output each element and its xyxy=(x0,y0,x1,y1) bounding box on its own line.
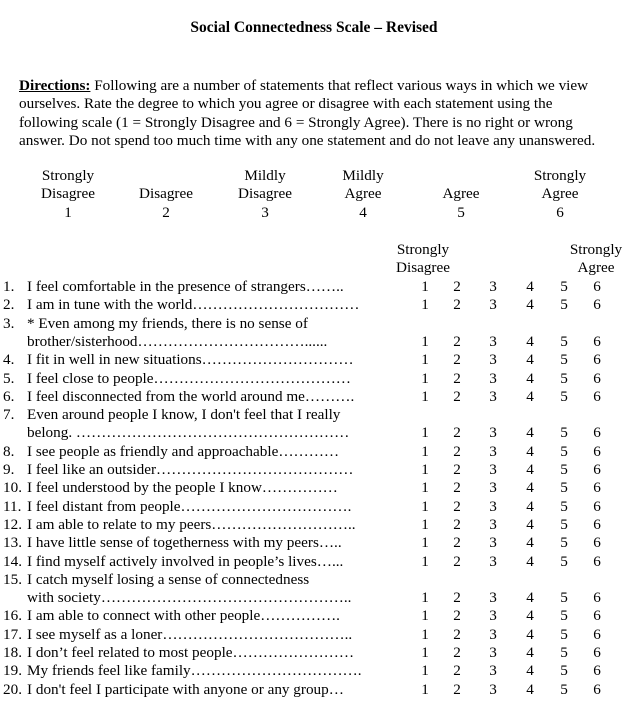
response-option-2: 2 xyxy=(453,534,461,552)
response-option-4: 4 xyxy=(526,332,534,350)
response-option-6: 6 xyxy=(593,497,601,515)
response-option-6: 6 xyxy=(593,552,601,570)
response-option-1: 1 xyxy=(421,296,429,314)
response-option-2: 2 xyxy=(453,552,461,570)
statement-row-15-cont xyxy=(0,589,628,607)
statement-row-4 xyxy=(0,351,628,369)
response-option-4: 4 xyxy=(526,387,534,405)
response-option-1: 1 xyxy=(421,607,429,625)
response-option-6: 6 xyxy=(593,296,601,314)
response-option-5: 5 xyxy=(560,351,568,369)
response-option-3: 3 xyxy=(489,332,497,350)
response-option-3: 3 xyxy=(489,461,497,478)
response-option-1: 1 xyxy=(421,461,429,478)
response-option-2: 2 xyxy=(453,332,461,350)
response-option-2: 2 xyxy=(453,424,461,442)
statement-row-20 xyxy=(0,681,628,699)
response-option-1: 1 xyxy=(421,387,429,405)
response-option-5: 5 xyxy=(560,607,568,625)
statement-row-15 xyxy=(0,571,628,589)
response-option-5: 5 xyxy=(560,479,568,497)
statement-text: with society………………………………………….. xyxy=(27,589,352,607)
scale-point-5-line-2: 5 xyxy=(457,203,465,221)
statement-number: 5. xyxy=(3,369,15,387)
header-left-line-2: Disagree xyxy=(396,259,450,277)
scale-point-6-line-1: Strongly xyxy=(533,167,587,184)
directions-text: Following are a number of statements that reflect various ways in which we view xyxy=(90,77,589,94)
scale-point-1-line-3: 1 xyxy=(64,203,72,221)
response-option-1: 1 xyxy=(421,662,429,680)
response-option-1: 1 xyxy=(421,351,429,369)
response-option-5: 5 xyxy=(560,515,568,533)
response-option-1: 1 xyxy=(421,278,429,295)
statement-number: 14. xyxy=(3,552,22,570)
scale-point-3 xyxy=(215,167,315,222)
response-option-5: 5 xyxy=(560,387,568,405)
response-option-5: 5 xyxy=(560,644,568,661)
scale-point-4-line-2: Agree xyxy=(344,185,382,203)
response-option-2: 2 xyxy=(453,461,461,478)
statement-text: belong. ……………………………………………… xyxy=(27,424,350,442)
scale-point-6-line-2: Agree xyxy=(541,185,579,203)
response-option-2: 2 xyxy=(453,662,461,680)
statement-row-3-cont xyxy=(0,333,628,351)
statement-number: 19. xyxy=(3,662,22,680)
scale-point-2-line-1: Disagree xyxy=(139,185,193,203)
response-option-6: 6 xyxy=(593,534,601,552)
response-option-5: 5 xyxy=(560,332,568,350)
statement-text: I feel like an outsider………………………………… xyxy=(27,461,354,478)
response-option-1: 1 xyxy=(421,625,429,643)
statement-number: 18. xyxy=(3,644,22,661)
statement-text: I am able to relate to my peers……………………….. xyxy=(27,515,356,533)
response-option-3: 3 xyxy=(489,351,497,369)
statement-text: I don't feel I participate with anyone or any group… xyxy=(27,680,344,698)
response-option-4: 4 xyxy=(526,351,534,369)
statement-row-19 xyxy=(0,662,628,680)
response-option-6: 6 xyxy=(593,278,601,295)
statement-row-2 xyxy=(0,296,628,314)
statement-text: I find myself actively involved in people’s lives…... xyxy=(27,552,344,570)
response-option-4: 4 xyxy=(526,461,534,478)
response-option-2: 2 xyxy=(453,296,461,314)
response-option-5: 5 xyxy=(560,296,568,314)
statement-text: * Even among my friends, there is no sense of xyxy=(27,314,308,332)
response-option-4: 4 xyxy=(526,644,534,661)
response-option-2: 2 xyxy=(453,387,461,405)
response-option-5: 5 xyxy=(560,625,568,643)
response-option-2: 2 xyxy=(453,589,461,607)
directions-line-4: answer. Do not spend too much time with any one statement and do not leave any unanswered. xyxy=(19,132,596,150)
statement-number: 11. xyxy=(3,497,22,515)
statement-text: My friends feel like family……………………………. xyxy=(27,662,362,680)
response-option-5: 5 xyxy=(560,497,568,515)
statement-text: I fit in well in new situations………………………… xyxy=(27,351,354,369)
header-right-line-2: Agree xyxy=(577,259,615,277)
response-option-4: 4 xyxy=(526,680,534,698)
response-option-6: 6 xyxy=(593,479,601,497)
statement-text: I see myself as a loner……………………………….. xyxy=(27,625,353,643)
statement-row-1 xyxy=(0,278,628,296)
response-option-1: 1 xyxy=(421,589,429,607)
response-option-1: 1 xyxy=(421,442,429,460)
scale-point-5 xyxy=(411,185,511,222)
response-option-1: 1 xyxy=(421,369,429,387)
statement-text: I feel close to people………………………………… xyxy=(27,369,351,387)
response-option-2: 2 xyxy=(453,625,461,643)
response-option-6: 6 xyxy=(593,424,601,442)
statement-text: I am able to connect with other people……………. xyxy=(27,607,340,625)
response-option-5: 5 xyxy=(560,589,568,607)
response-option-1: 1 xyxy=(421,680,429,698)
response-option-6: 6 xyxy=(593,387,601,405)
response-option-6: 6 xyxy=(593,589,601,607)
response-option-4: 4 xyxy=(526,424,534,442)
statement-row-14 xyxy=(0,553,628,571)
statement-number: 15. xyxy=(3,570,22,588)
response-option-6: 6 xyxy=(593,351,601,369)
response-option-3: 3 xyxy=(489,589,497,607)
response-option-5: 5 xyxy=(560,424,568,442)
response-option-3: 3 xyxy=(489,680,497,698)
scale-point-1 xyxy=(18,167,118,222)
response-option-5: 5 xyxy=(560,461,568,478)
response-option-3: 3 xyxy=(489,479,497,497)
response-option-2: 2 xyxy=(453,607,461,625)
directions-label: Directions: xyxy=(19,77,91,94)
response-option-4: 4 xyxy=(526,479,534,497)
statement-row-8 xyxy=(0,443,628,461)
response-option-1: 1 xyxy=(421,534,429,552)
response-option-4: 4 xyxy=(526,278,534,295)
statement-row-5 xyxy=(0,370,628,388)
directions-line-2: ourselves. Rate the degree to which you agree or disagree with each statement using the xyxy=(19,95,553,113)
response-option-5: 5 xyxy=(560,662,568,680)
response-option-4: 4 xyxy=(526,534,534,552)
statement-text: I catch myself losing a sense of connectedness xyxy=(27,570,310,588)
response-option-3: 3 xyxy=(489,552,497,570)
directions-paragraph xyxy=(19,77,628,151)
response-option-3: 3 xyxy=(489,424,497,442)
header-right-line-1: Strongly xyxy=(569,241,623,258)
response-option-3: 3 xyxy=(489,607,497,625)
scale-point-6 xyxy=(510,167,610,222)
scale-point-3-line-1: Mildly xyxy=(244,167,286,184)
statement-number: 1. xyxy=(3,278,15,295)
response-option-4: 4 xyxy=(526,497,534,515)
response-option-4: 4 xyxy=(526,515,534,533)
response-option-3: 3 xyxy=(489,497,497,515)
statement-text: I feel distant from people……………………………. xyxy=(27,497,352,515)
response-option-1: 1 xyxy=(421,479,429,497)
response-option-3: 3 xyxy=(489,534,497,552)
response-option-3: 3 xyxy=(489,625,497,643)
response-option-2: 2 xyxy=(453,351,461,369)
response-option-4: 4 xyxy=(526,607,534,625)
response-option-4: 4 xyxy=(526,662,534,680)
response-option-6: 6 xyxy=(593,662,601,680)
statement-text: I see people as friendly and approachable………… xyxy=(27,442,340,460)
response-option-3: 3 xyxy=(489,278,497,295)
statement-row-7-cont xyxy=(0,424,628,442)
response-option-5: 5 xyxy=(560,680,568,698)
response-option-6: 6 xyxy=(593,625,601,643)
statement-text: I have little sense of togetherness with my peers….. xyxy=(27,534,342,552)
response-option-4: 4 xyxy=(526,369,534,387)
statement-number: 3. xyxy=(3,314,15,332)
statement-number: 16. xyxy=(3,607,22,625)
response-option-1: 1 xyxy=(421,644,429,661)
statement-text: brother/sisterhood……………………………...... xyxy=(27,332,328,350)
statement-row-10 xyxy=(0,479,628,497)
response-option-6: 6 xyxy=(593,442,601,460)
statement-text: I feel understood by the people I know…………… xyxy=(27,479,338,497)
page-title: Social Connectedness Scale – Revised xyxy=(190,19,438,36)
response-option-3: 3 xyxy=(489,442,497,460)
response-option-3: 3 xyxy=(489,387,497,405)
statement-number: 10. xyxy=(3,479,22,497)
response-option-2: 2 xyxy=(453,515,461,533)
directions-line-1 xyxy=(19,77,628,95)
statement-text: I feel disconnected from the world around me………. xyxy=(27,387,355,405)
statement-text: I feel comfortable in the presence of strangers…….. xyxy=(27,278,344,295)
statement-number: 4. xyxy=(3,351,15,369)
scale-point-6-line-3: 6 xyxy=(556,203,564,221)
response-option-6: 6 xyxy=(593,369,601,387)
response-option-1: 1 xyxy=(421,424,429,442)
scale-point-5-line-1: Agree xyxy=(442,185,480,203)
response-option-1: 1 xyxy=(421,497,429,515)
response-option-3: 3 xyxy=(489,644,497,661)
statement-number: 2. xyxy=(3,296,15,314)
response-option-5: 5 xyxy=(560,369,568,387)
statement-number: 12. xyxy=(3,515,22,533)
statement-text: I don’t feel related to most people…………………… xyxy=(27,644,355,661)
response-option-2: 2 xyxy=(453,442,461,460)
statement-text: Even around people I know, I don't feel that I really xyxy=(27,406,341,424)
statement-row-16 xyxy=(0,607,628,625)
response-option-4: 4 xyxy=(526,296,534,314)
statement-row-13 xyxy=(0,534,628,552)
scale-point-1-line-1: Strongly xyxy=(41,167,95,184)
statement-row-17 xyxy=(0,626,628,644)
statement-row-3 xyxy=(0,315,628,333)
statement-row-11 xyxy=(0,498,628,516)
header-strongly-disagree xyxy=(373,241,473,278)
response-option-5: 5 xyxy=(560,552,568,570)
scale-point-1-line-2: Disagree xyxy=(41,185,95,203)
header-strongly-agree xyxy=(546,241,628,278)
scale-point-4-line-3: 4 xyxy=(359,203,367,221)
response-option-6: 6 xyxy=(593,332,601,350)
response-option-6: 6 xyxy=(593,515,601,533)
response-option-6: 6 xyxy=(593,607,601,625)
response-option-4: 4 xyxy=(526,442,534,460)
statement-number: 8. xyxy=(3,442,15,460)
scale-point-4-line-1: Mildly xyxy=(342,167,384,184)
response-option-6: 6 xyxy=(593,461,601,478)
response-option-6: 6 xyxy=(593,644,601,661)
response-option-4: 4 xyxy=(526,625,534,643)
statement-row-6 xyxy=(0,388,628,406)
directions-line-3: following scale (1 = Strongly Disagree and 6 = Strongly Agree). There is no right or wrong xyxy=(19,113,573,131)
statement-number: 6. xyxy=(3,387,15,405)
statement-number: 20. xyxy=(3,680,22,698)
response-option-5: 5 xyxy=(560,278,568,295)
response-option-5: 5 xyxy=(560,442,568,460)
scale-point-2 xyxy=(116,185,216,222)
statement-number: 7. xyxy=(3,406,15,424)
statement-number: 13. xyxy=(3,534,22,552)
response-option-3: 3 xyxy=(489,662,497,680)
response-option-3: 3 xyxy=(489,296,497,314)
header-left-line-1: Strongly xyxy=(396,241,450,258)
response-option-2: 2 xyxy=(453,278,461,295)
response-option-4: 4 xyxy=(526,589,534,607)
response-option-3: 3 xyxy=(489,515,497,533)
scale-point-2-line-2: 2 xyxy=(162,203,170,221)
response-option-2: 2 xyxy=(453,497,461,515)
statement-text: I am in tune with the world…………………………… xyxy=(27,296,360,314)
response-option-2: 2 xyxy=(453,680,461,698)
response-option-2: 2 xyxy=(453,479,461,497)
response-option-2: 2 xyxy=(453,644,461,661)
scale-point-4 xyxy=(313,167,413,222)
response-option-4: 4 xyxy=(526,552,534,570)
response-option-3: 3 xyxy=(489,369,497,387)
scale-point-3-line-2: Disagree xyxy=(238,185,292,203)
statement-number: 17. xyxy=(3,625,22,643)
response-option-1: 1 xyxy=(421,332,429,350)
statement-row-18 xyxy=(0,644,628,662)
response-option-1: 1 xyxy=(421,552,429,570)
response-option-2: 2 xyxy=(453,369,461,387)
statement-row-7 xyxy=(0,406,628,424)
scale-point-3-line-3: 3 xyxy=(261,203,269,221)
statement-number: 9. xyxy=(3,461,15,478)
statement-row-12 xyxy=(0,516,628,534)
statement-row-9 xyxy=(0,461,628,479)
response-option-6: 6 xyxy=(593,680,601,698)
response-option-5: 5 xyxy=(560,534,568,552)
response-option-1: 1 xyxy=(421,515,429,533)
